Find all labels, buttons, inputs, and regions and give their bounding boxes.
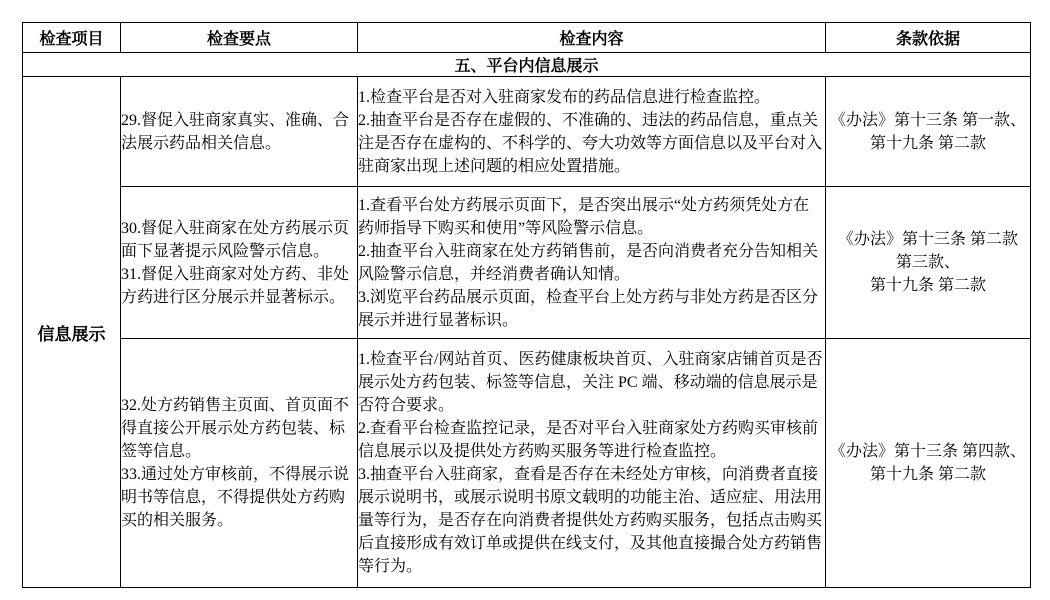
section-row [23, 53, 1031, 77]
content-text: 3.浏览平台药品展示页面，检查平台上处方药与非处方药是否区分展示并进行显著标识。 [358, 288, 819, 329]
basis-text: 《办法》第十三条 第四款、第十九条 第二款 [829, 443, 1026, 483]
point-text: 32.处方药销售主页面、首页面不得直接公开展示处方药包装、标签等信息。 [121, 397, 350, 460]
basis-cell [826, 187, 1031, 339]
content-text: 1.检查平台是否对入驻商家发布的药品信息进行检查监控。 [358, 88, 771, 106]
point-text: 29.督促入驻商家真实、准确、合法展示药品相关信息。 [121, 111, 350, 152]
basis-text: 第三款、 [895, 254, 960, 271]
column-header-inspection-content: 检查内容 [358, 23, 826, 53]
table-header-row [23, 23, 1031, 53]
column-header-inspection-item: 检查项目 [23, 23, 121, 53]
content-text: 2.抽查平台是否存在虚假的、不准确的、违法的药品信息，重点关注是否存在虚构的、不科学的、夸大功效等方面信息以及平台对入驻商家出现上述问题的相应处置措施。 [358, 111, 823, 175]
table-row [23, 339, 1031, 588]
section-title: 五、平台内信息展示 [23, 53, 1031, 77]
basis-text: 《办法》第十三条 第二款 [837, 231, 1018, 248]
column-header-clause-basis: 条款依据 [826, 23, 1031, 53]
inspection-checklist-table [22, 22, 1031, 588]
content-text: 1.检查平台/网站首页、医药健康板块首页、入驻商家店铺首页是否展示处方药包装、标签等信息，关注 PC 端、移动端的信息展示是否符合要求。 [358, 351, 823, 414]
points-cell [121, 339, 358, 588]
point-text: 31.督促入驻商家对处方药、非处方药进行区分展示并显著标示。 [121, 265, 350, 306]
table-row [23, 187, 1031, 339]
point-text: 30.督促入驻商家在处方药展示页面下显著提示风险警示信息。 [121, 219, 350, 260]
points-cell [121, 187, 358, 339]
table-row [23, 77, 1031, 187]
content-text: 1.查看平台处方药展示页面下，是否突出展示“处方药须凭处方在药师指导下购买和使用”等风险警示信息。 [358, 196, 810, 237]
content-cell [358, 339, 826, 588]
column-header-inspection-points: 检查要点 [121, 23, 358, 53]
basis-text: 《办法》第十三条 第一款、第十九条 第二款 [829, 111, 1026, 152]
content-text: 2.查看平台检查监控记录，是否对平台入驻商家处方药购买审核前信息展示以及提供处方药购买服务等进行检查监控。 [358, 420, 819, 460]
point-text: 33.通过处方审核前，不得展示说明书等信息，不得提供处方药购买的相关服务。 [121, 466, 350, 529]
content-text: 2.抽查平台入驻商家在处方药销售前，是否向消费者充分告知相关风险警示信息，并经消费者确认知情。 [358, 242, 819, 283]
basis-text: 第十九条 第二款 [869, 277, 986, 294]
document-page [22, 22, 1031, 588]
points-cell [121, 77, 358, 187]
content-cell [358, 187, 826, 339]
content-cell [358, 77, 826, 187]
basis-cell [826, 339, 1031, 588]
content-text: 3.抽查平台入驻商家，查看是否存在未经处方审核，向消费者直接展示说明书，或展示说明书原文载明的功能主治、适应症、用法用量等行为，是否存在向消费者提供处方药购买服务，包括点击购买后直接形成有效订单或提供在线支付，及其他直接撮合处方药销售等行为。 [358, 466, 823, 575]
basis-cell [826, 77, 1031, 187]
inspection-item-label: 信息展示 [23, 77, 121, 588]
